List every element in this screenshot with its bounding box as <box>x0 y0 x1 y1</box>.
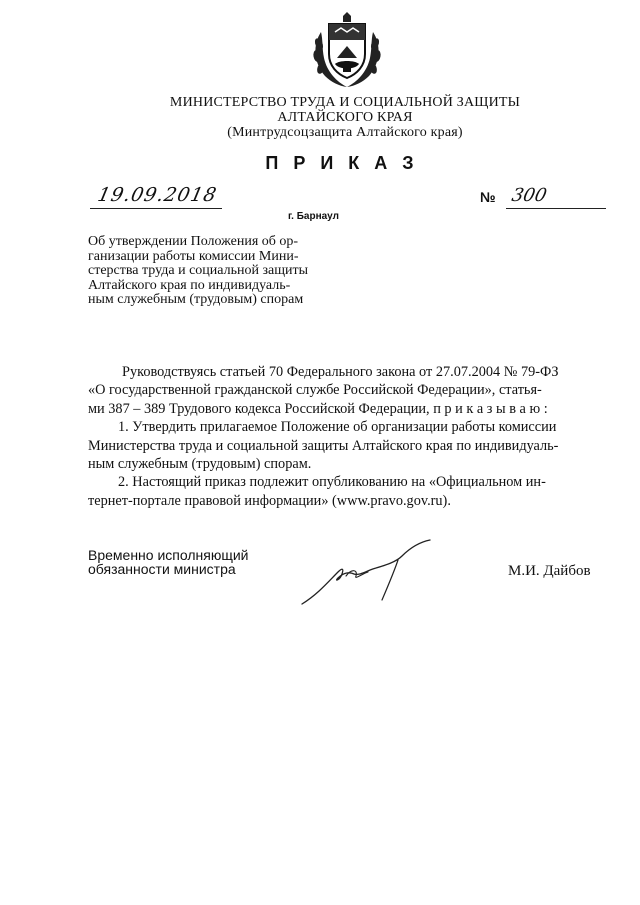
handwritten-date: 19.09.2018 <box>95 184 220 206</box>
body-line: Министерства труда и социальной защиты Алтайского края по индивидуаль- <box>88 437 559 454</box>
handwritten-signature <box>298 538 438 608</box>
body-text <box>88 363 608 510</box>
body-line: тернет-портале правовой информации» (www.pravo.gov.ru). <box>88 492 451 509</box>
signatory-title-line2: обязанности министра <box>88 561 236 577</box>
date-field <box>90 186 222 209</box>
subject-line: ганизации работы комиссии Мини- <box>88 248 299 264</box>
body-line: 1. Утвердить прилагаемое Положение об организации работы комиссии <box>118 419 557 436</box>
body-line: ми 387 – 389 Трудового кодекса Российской Федерации, п р и к а з ы в а ю : <box>88 400 548 417</box>
signatory-name: М.И. Дайбов <box>508 563 591 579</box>
ministry-short-name: (Минтрудсоцзащита Алтайского края) <box>227 125 463 140</box>
number-label: № <box>480 189 496 205</box>
subject-line: ным служебным (трудовым) спорам <box>88 292 304 308</box>
document-type-title: ПРИКАЗ <box>265 153 429 173</box>
subject-block <box>88 235 338 308</box>
number-field <box>506 186 606 209</box>
ministry-header <box>140 95 550 140</box>
handwritten-number: 300 <box>509 185 549 206</box>
subject-line: Алтайского края по индивидуаль- <box>88 277 291 293</box>
signatory-title <box>88 548 248 576</box>
ministry-name-line2: АЛТАЙСКОГО КРАЯ <box>277 110 413 125</box>
coat-of-arms-icon <box>307 10 387 92</box>
city-label: г. Барнаул <box>288 211 339 222</box>
body-line: «О государственной гражданской службе Российской Федерации», статья- <box>88 382 542 399</box>
subject-line: стерства труда и социальной защиты <box>88 263 309 279</box>
body-line: Руководствуясь статьей 70 Федерального закона от 27.07.2004 № 79-ФЗ <box>122 364 559 380</box>
body-line: 2. Настоящий приказ подлежит опубликованию на «Официальном ин- <box>118 474 546 491</box>
ministry-name-line1: МИНИСТЕРСТВО ТРУДА И СОЦИАЛЬНОЙ ЗАЩИТЫ <box>169 95 521 110</box>
body-line: ным служебным (трудовым) спорам. <box>88 456 312 473</box>
signatory-title-line1: Временно исполняющий <box>88 547 249 563</box>
subject-line: Об утверждении Положения об ор- <box>88 234 299 249</box>
